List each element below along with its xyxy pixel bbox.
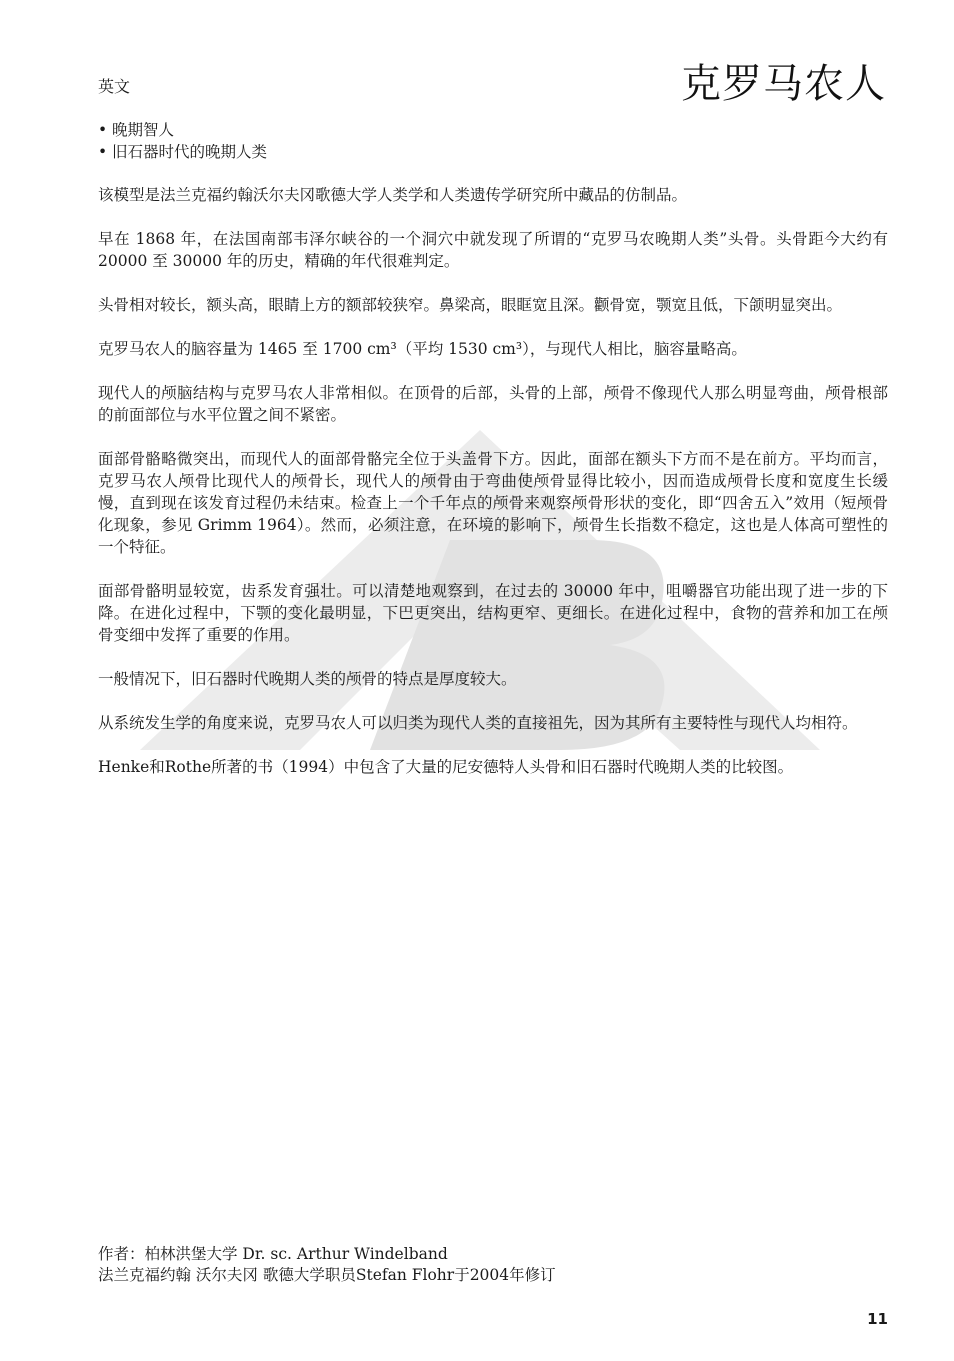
list-item: • 晚期智人 xyxy=(98,119,267,141)
paragraph: 一般情况下，旧石器时代晚期人类的颅骨的特点是厚度较大。 xyxy=(98,670,517,688)
paragraph: 早在 1868 年，在法国南部韦泽尔峡谷的一个洞穴中就发现了所谓的“克罗马农晚期人类”头骨。头骨距今大约有 20000 至 30000 年的历史，精确的年代很难判定。 xyxy=(98,230,888,270)
page-title: 克罗马农人 xyxy=(681,61,886,107)
language-label: 英文 xyxy=(98,77,131,96)
paragraph: 面部骨骼略微突出，而现代人的面部骨骼完全位于头盖骨下方。因此，面部在额头下方而不是在前方。平均而言，克罗马农人颅骨比现代人的颅骨长，现代人的颅骨由于弯曲使颅骨显得比较小，因而造成颅骨长度和宽度生长缓慢，直到现在该发育过程仍未结束。检查上一个千年点的颅骨来观察颅骨形状的变化，即“四舍五入”效用（短颅骨化现象，参见 Grimm 1964）。然而，必须注意，在环境的影响下，颅骨生长指数不稳定，这也是人体高可塑性的一个特征。 xyxy=(98,450,888,556)
paragraph: 现代人的颅脑结构与克罗马农人非常相似。在顶骨的后部，头骨的上部，颅骨不像现代人那么明显弯曲，颅骨根部的前面部位与水平位置之间不紧密。 xyxy=(98,384,888,424)
list-item: • 旧石器时代的晚期人类 xyxy=(98,141,267,163)
classification-list xyxy=(98,119,267,163)
paragraph: 从系统发生学的角度来说，克罗马农人可以归类为现代人类的直接祖先，因为其所有主要特性与现代人均相符。 xyxy=(98,714,858,732)
author-credits xyxy=(98,1244,556,1286)
page-number: 11 xyxy=(867,1310,888,1328)
paragraph: 面部骨骼明显较宽，齿系发育强壮。可以清楚地观察到，在过去的 30000 年中，咀嚼器官功能出现了进一步的下降。在进化过程中，下颚的变化最明显，下巴更突出，结构更窄、更细长。在进化过程中，食物的营养和加工在颅骨变细中发挥了重要的作用。 xyxy=(98,582,888,644)
paragraph: 头骨相对较长，额头高，眼睛上方的额部较狭窄。鼻梁高，眼眶宽且深。颧骨宽，颚宽且低，下颌明显突出。 xyxy=(98,296,843,314)
revision-line: 法兰克福约翰 沃尔夫冈 歌德大学职员Stefan Flohr于2004年修订 xyxy=(98,1266,556,1284)
paragraph: 克罗马农人的脑容量为 1465 至 1700 cm³（平均 1530 cm³），与现代人相比，脑容量略高。 xyxy=(98,340,747,358)
paragraph: Henke和Rothe所著的书（1994）中包含了大量的尼安德特人头骨和旧石器时代晚期人类的比较图。 xyxy=(98,758,794,776)
body-text xyxy=(98,184,888,800)
author-line: 作者：柏林洪堡大学 Dr. sc. Arthur Windelband xyxy=(98,1245,448,1263)
paragraph: 该模型是法兰克福约翰沃尔夫冈歌德大学人类学和人类遗传学研究所中藏品的仿制品。 xyxy=(98,186,688,204)
